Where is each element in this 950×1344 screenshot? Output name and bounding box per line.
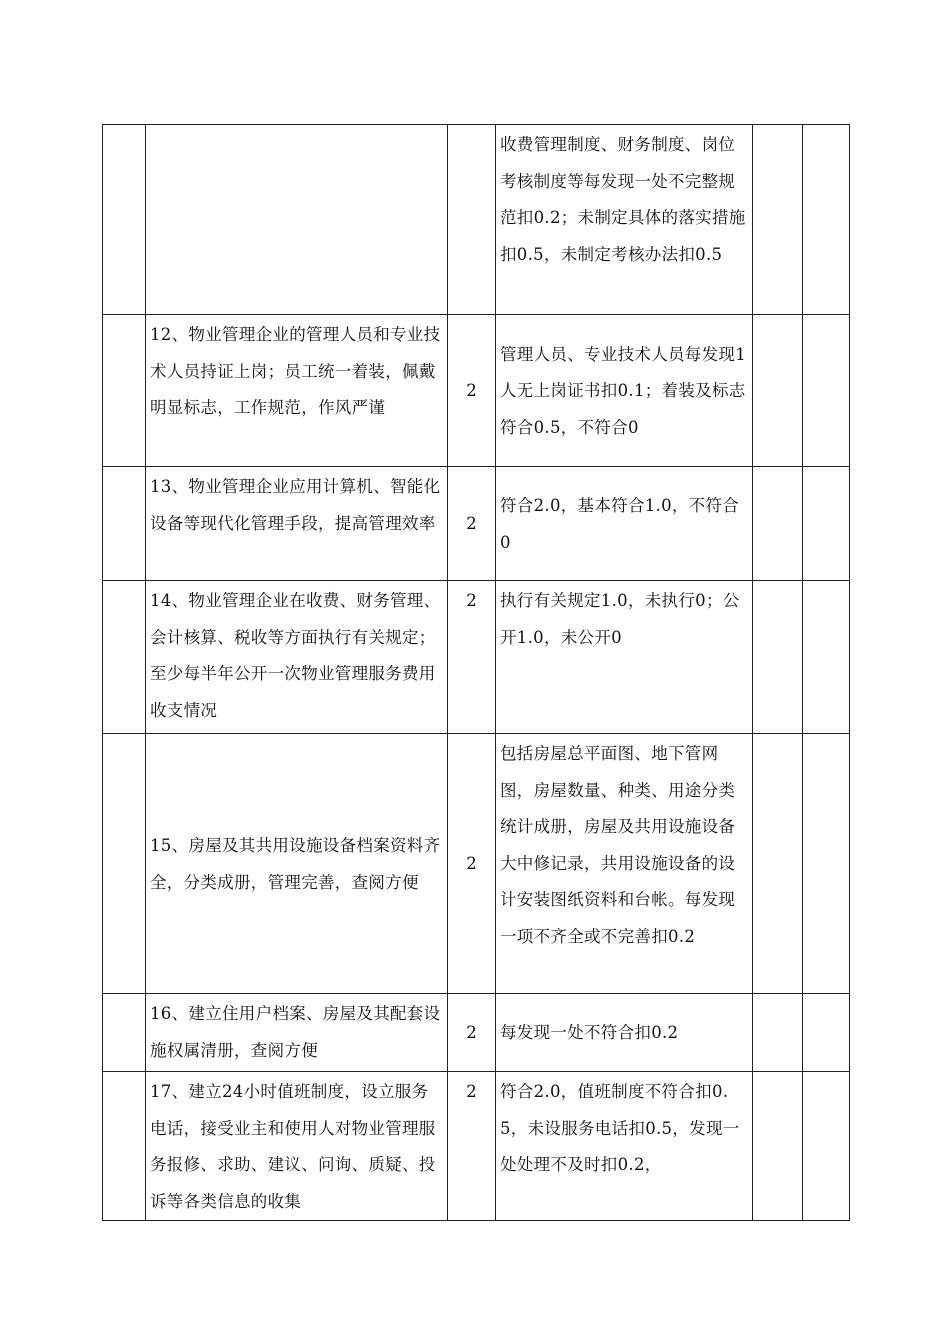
actual-score-cell	[753, 467, 803, 581]
actual-score-cell	[753, 581, 803, 734]
table-row	[103, 467, 850, 581]
standard-cell: 收费管理制度、财务制度、岗位考核制度等每发现一处不完整规范扣0.2；未制定具体的落实措施扣0.5，未制定考核办法扣0.5	[496, 125, 753, 315]
standard-cell: 每发现一处不符合扣0.2	[496, 994, 753, 1072]
requirement-cell: 13、物业管理企业应用计算机、智能化设备等现代化管理手段，提高管理效率	[146, 467, 448, 581]
actual-score-cell	[753, 125, 803, 315]
category-cell	[103, 125, 146, 315]
category-cell	[103, 734, 146, 994]
remarks-cell	[803, 467, 850, 581]
actual-score-cell	[753, 734, 803, 994]
table-row	[103, 125, 850, 315]
category-cell	[103, 315, 146, 467]
requirement-cell	[146, 125, 448, 315]
requirement-cell: 12、物业管理企业的管理人员和专业技术人员持证上岗；员工统一着装，佩戴明显标志，工作规范，作风严谨	[146, 315, 448, 467]
standard-cell: 符合2.0，基本符合1.0，不符合0	[496, 467, 753, 581]
category-cell	[103, 994, 146, 1072]
category-cell	[103, 467, 146, 581]
remarks-cell	[803, 734, 850, 994]
actual-score-cell	[753, 315, 803, 467]
requirement-cell: 15、房屋及其共用设施设备档案资料齐全，分类成册，管理完善，查阅方便	[146, 734, 448, 994]
score-cell: 2	[448, 734, 496, 994]
remarks-cell	[803, 1072, 850, 1221]
actual-score-cell	[753, 994, 803, 1072]
category-cell	[103, 1072, 146, 1221]
table-row	[103, 1072, 850, 1221]
standard-cell: 执行有关规定1.0，未执行0；公开1.0，未公开0	[496, 581, 753, 734]
standard-cell: 包括房屋总平面图、地下管网图，房屋数量、种类、用途分类统计成册，房屋及共用设施设备大中修记录，共用设施设备的设计安装图纸资料和台帐。每发现一项不齐全或不完善扣0.2	[496, 734, 753, 994]
assessment-table	[102, 124, 850, 1221]
score-cell: 2	[448, 315, 496, 467]
standard-cell: 管理人员、专业技术人员每发现1人无上岗证书扣0.1；着装及标志符合0.5，不符合0	[496, 315, 753, 467]
remarks-cell	[803, 994, 850, 1072]
score-cell: 2	[448, 467, 496, 581]
remarks-cell	[803, 315, 850, 467]
table-row	[103, 994, 850, 1072]
actual-score-cell	[753, 1072, 803, 1221]
requirement-cell: 16、建立住用户档案、房屋及其配套设施权属清册，查阅方便	[146, 994, 448, 1072]
score-cell: 2	[448, 1072, 496, 1221]
remarks-cell	[803, 581, 850, 734]
score-cell	[448, 125, 496, 315]
requirement-cell: 17、建立24小时值班制度，设立服务电话，接受业主和使用人对物业管理服务报修、求助、建议、问询、质疑、投诉等各类信息的收集	[146, 1072, 448, 1221]
table-row	[103, 734, 850, 994]
remarks-cell	[803, 125, 850, 315]
requirement-cell: 14、物业管理企业在收费、财务管理、会计核算、税收等方面执行有关规定；至少每半年公开一次物业管理服务费用收支情况	[146, 581, 448, 734]
score-cell: 2	[448, 581, 496, 734]
score-cell: 2	[448, 994, 496, 1072]
table-row	[103, 581, 850, 734]
standard-cell: 符合2.0，值班制度不符合扣0.5，未设服务电话扣0.5，发现一处处理不及时扣0.2，	[496, 1072, 753, 1221]
table-row	[103, 315, 850, 467]
category-cell	[103, 581, 146, 734]
